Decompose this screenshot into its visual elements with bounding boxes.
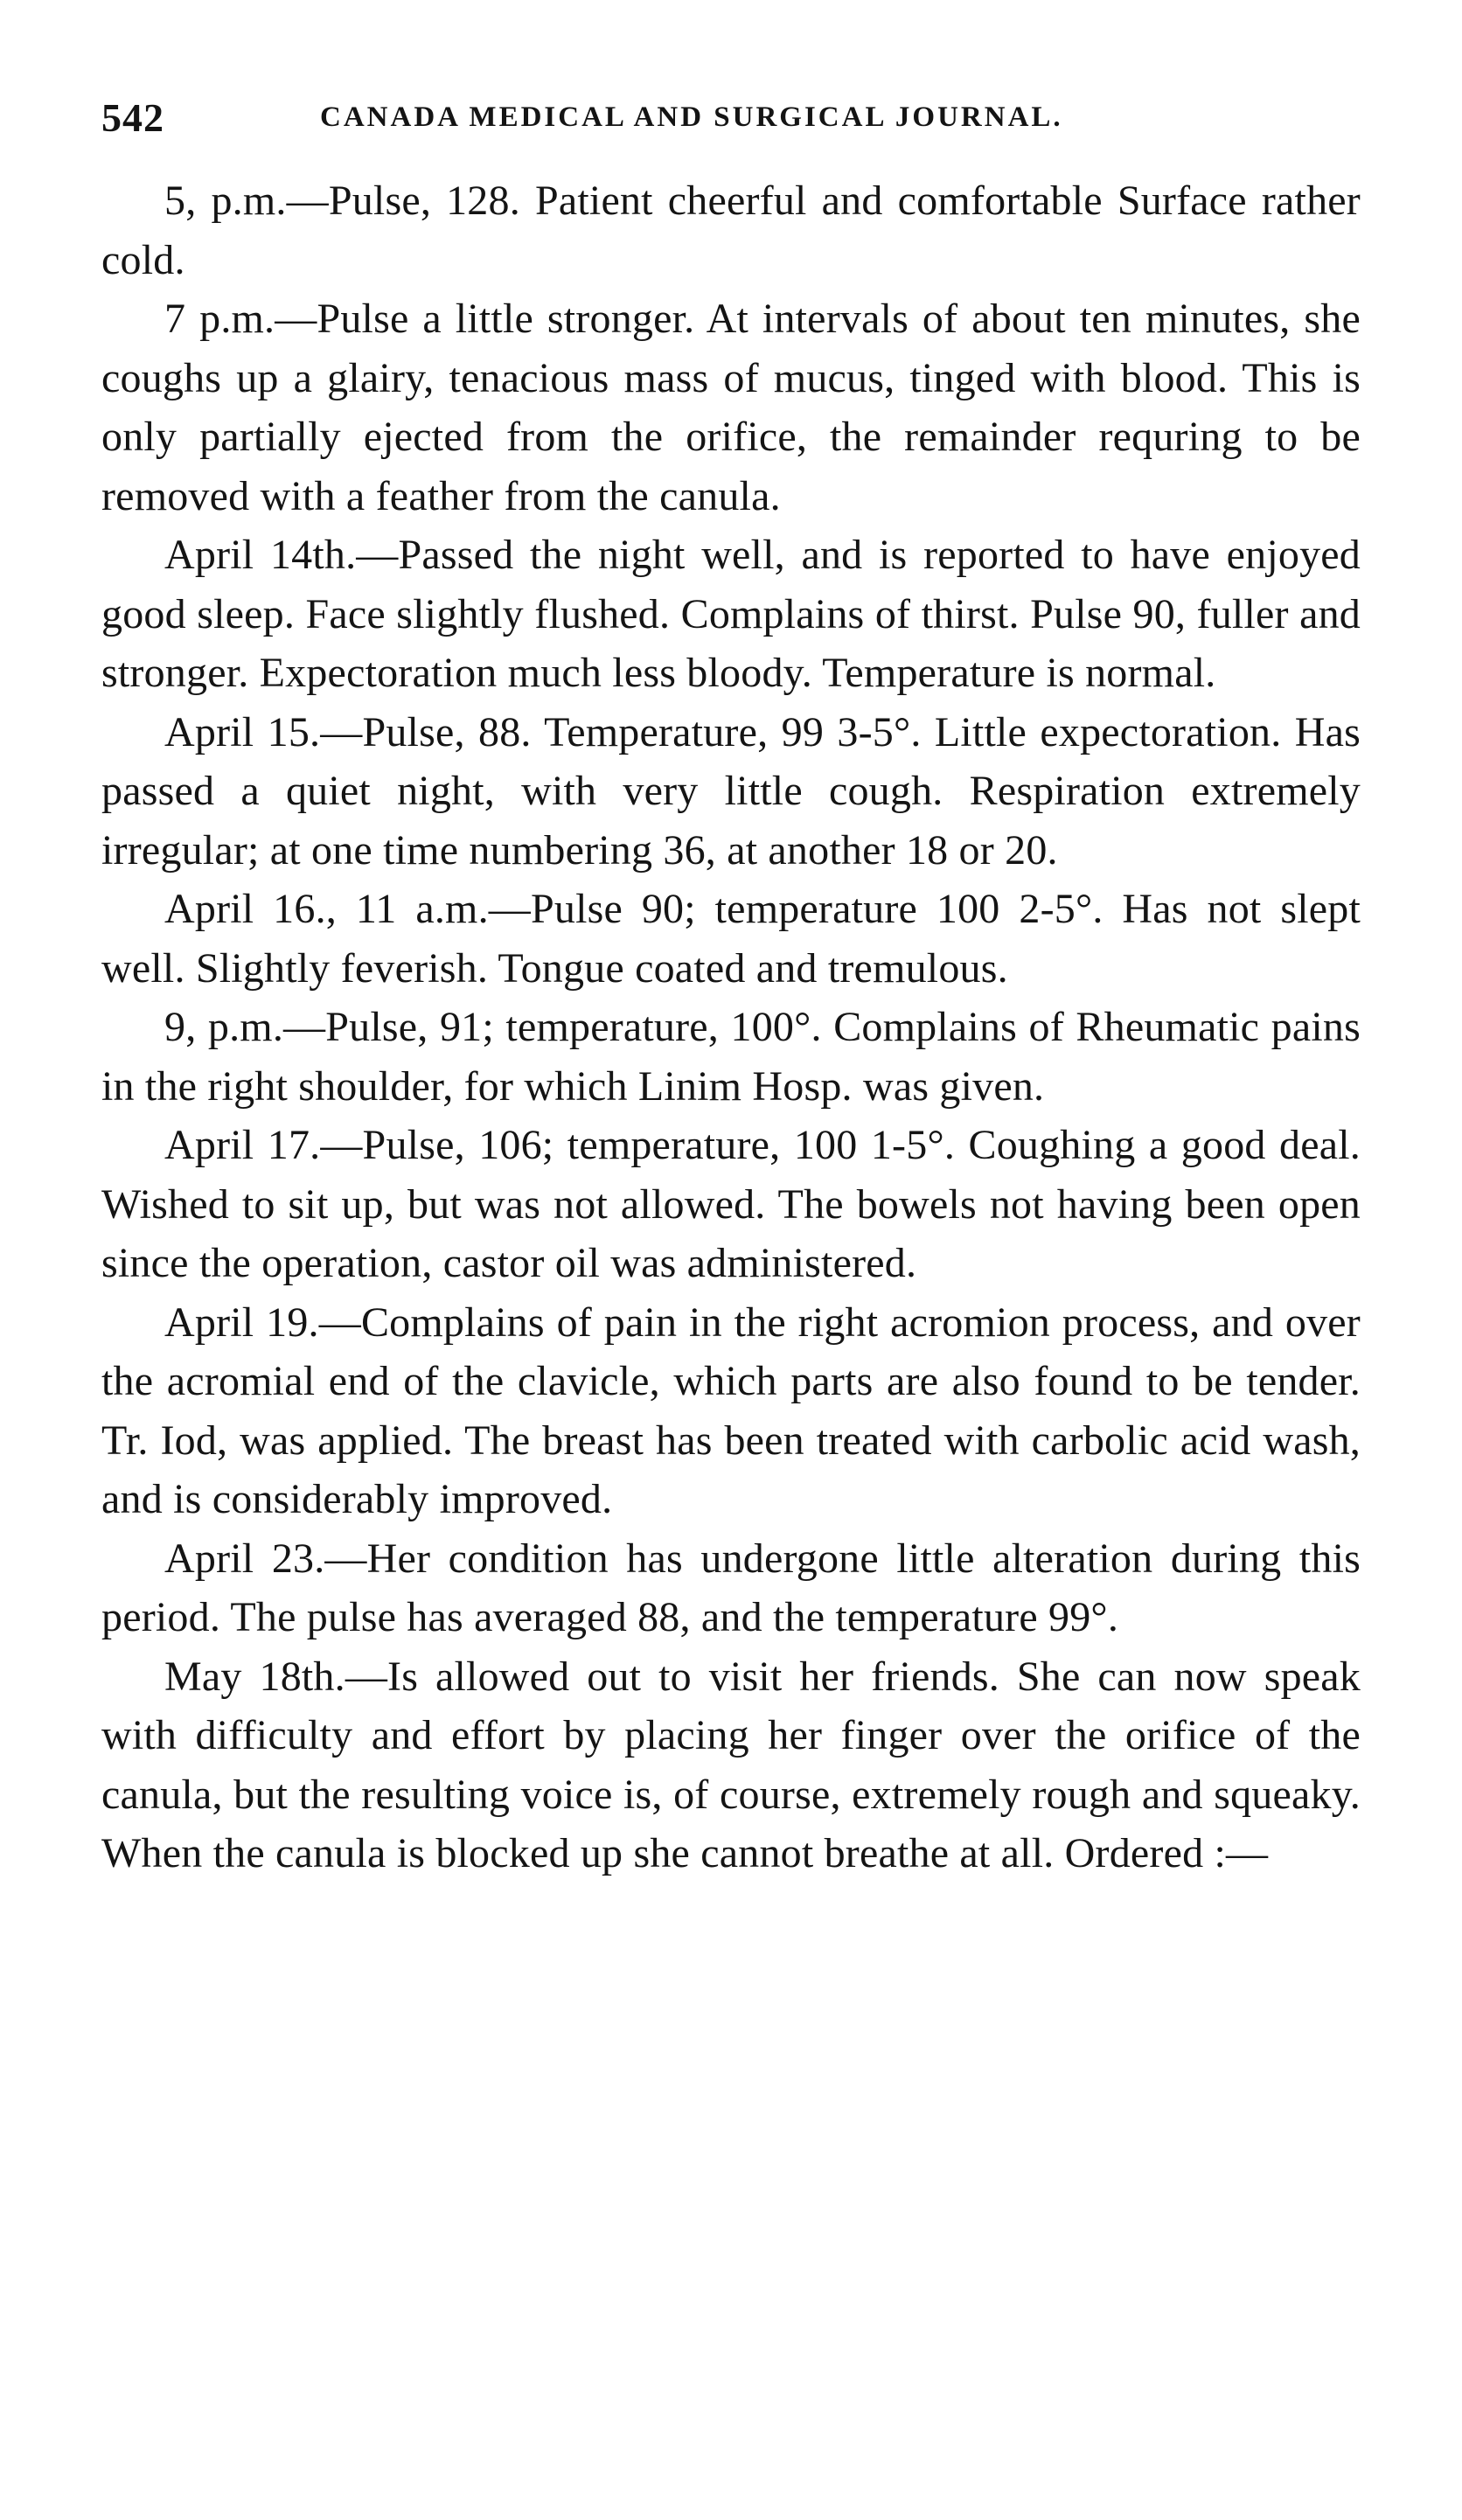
paragraph-april-23: April 23.—Her condition has undergone little alteration during this period. The pulse has averaged 88, and the temperature 99°. [101,1535,1361,1640]
paragraph-5pm: 5, p.m.—Pulse, 128. Patient cheerful and comfortable Surface rather cold. [101,178,1361,283]
page-number: 542 [101,95,164,140]
paragraph-april-17: April 17.—Pulse, 106; temperature, 100 1-5°. Coughing a good deal. Wished to sit up, but was not allowed. The bowels not having been open since the operation, castor oil was administered. [101,1122,1361,1286]
paragraph-april-14: April 14th.—Passed the night well, and is reported to have enjoyed good sleep. Face slightly flushed. Complains of thirst. Pulse 90, fuller and stronger. Expectoration much less bloody. Temperature is normal. [101,532,1361,696]
paragraph-7pm: 7 p.m.—Pulse a little stronger. At intervals of about ten minutes, she coughs up a glairy, tenacious mass of mucus, tinged with blood. This is only partially ejected from the orifice, the remainder requring to be removed with a feather from the canula. [101,296,1361,519]
running-head: CANADA MEDICAL AND SURGICAL JOURNAL. [320,101,1063,133]
paragraph-may-18: May 18th.—Is allowed out to visit her friends. She can now speak with difficulty and effort by placing her finger over the orifice of the canula, but the resulting voice is, of course, extremely rough and squeaky. When the canula is blocked up she cannot breathe at all. Ordered :— [101,1653,1361,1876]
paragraph-april-19: April 19.—Complains of pain in the right acromion process, and over the acromial end of the clavicle, which parts are also found to be tender. Tr. Iod, was applied. The breast has been treated with carbolic acid wash, and is considerably improved. [101,1298,1361,1522]
body-text [101,171,1361,1883]
paragraph-april-16: April 16., 11 a.m.—Pulse 90; temperature 100 2-5°. Has not slept well. Slightly feverish. Tongue coated and tremulous. [101,886,1361,992]
page-header [101,94,1361,147]
paragraph-april-15: April 15.—Pulse, 88. Temperature, 99 3-5°. Little expectoration. Has passed a quiet night, with very little cough. Respiration extremely irregular; at one time numbering 36, at another 18 or 20. [101,708,1361,874]
paragraph-9pm: 9, p.m.—Pulse, 91; temperature, 100°. Complains of Rheumatic pains in the right shoulder, for which Linim Hosp. was given. [101,1004,1361,1110]
